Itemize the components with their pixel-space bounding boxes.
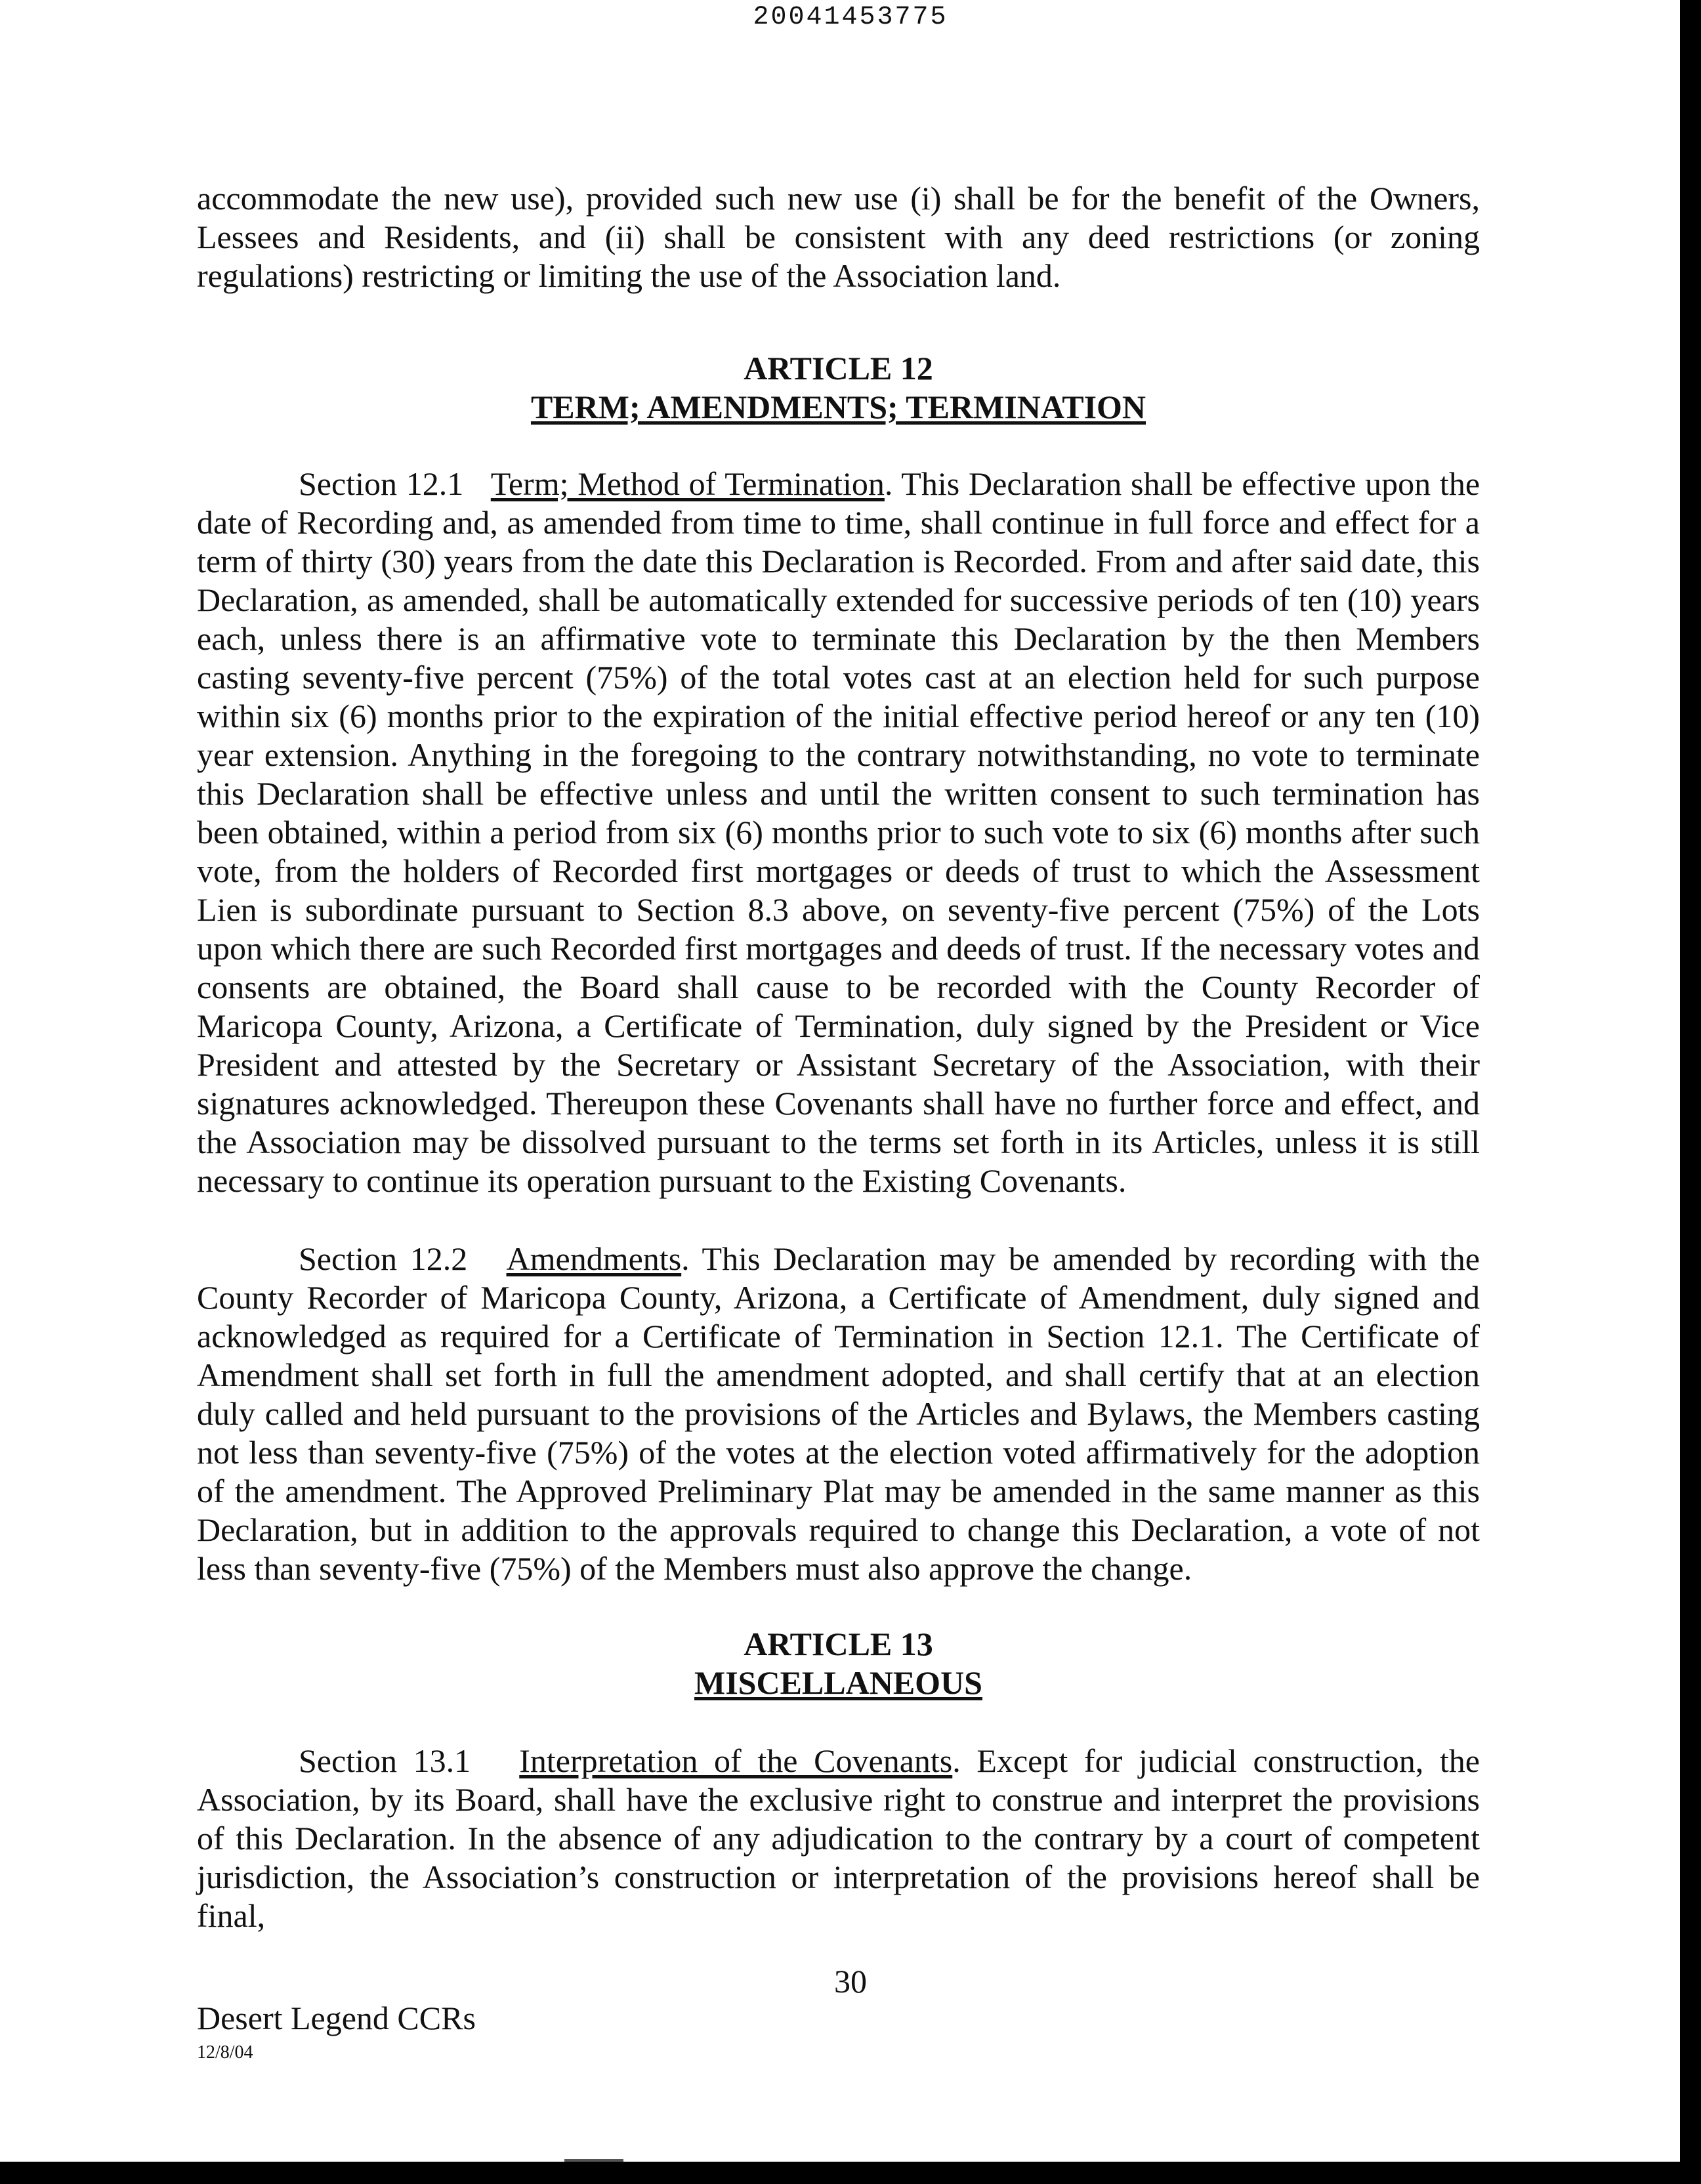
section-12-2 xyxy=(197,1240,1480,1588)
section-12-2-title: Amendments xyxy=(506,1240,682,1277)
section-12-1 xyxy=(197,465,1480,1200)
section-12-1-text: . This Declaration shall be effective upon the date of Recording and, as amended from time to time, shall continue in full force and effect for a term of thirty (30) years from the date this Declaration is Recorded. From and after said date, this Declaration, as amended, shall be automatically extended for successive periods of ten (10) years each, unless there is an affirmative vote to terminate this Declaration by the then Members casting seventy-five percent (75%) of the total votes cast at an election held for such purpose within six (6) months prior to the expiration of the initial effective period hereof or any ten (10) year extension. Anything in the foregoing to the contrary notwithstanding, no vote to terminate this Declaration shall be effective unless and until the written consent to such termination has been obtained, within a period from six (6) months prior to such vote to six (6) months after such vote, from the holders of Recorded first mortgages or deeds of trust to which the Assessment Lien is subordinate pursuant to Section 8.3 above, on seventy-five percent (75%) of the Lots upon which there are such Recorded first mortgages and deeds of trust. If the necessary votes and consents are obtained, the Board shall cause to be recorded with the County Recorder of Maricopa County, Arizona, a Certificate of Termination, duly signed by the President or Vice President and attested by the Secretary or Assistant Secretary of the Association, with their signatures acknowledged. Thereupon these Covenants shall have no further force and effect, and the Association may be dissolved pursuant to the terms set forth in its Articles, unless it is still necessary to continue its operation pursuant to the Existing Covenants. xyxy=(197,465,1480,1199)
section-13-1-title: Interpretation of the Covenants xyxy=(519,1742,953,1779)
document-number: 20041453775 xyxy=(753,3,948,32)
section-13-1 xyxy=(197,1742,1480,1935)
article-13-number: ARTICLE 13 xyxy=(744,1626,933,1662)
footer-document-title: Desert Legend CCRs xyxy=(197,2000,476,2036)
section-12-1-title: Term; Method of Termination xyxy=(490,465,885,502)
article-13-title: MISCELLANEOUS xyxy=(694,1664,982,1701)
article-12-number: ARTICLE 12 xyxy=(744,350,933,387)
footer-date: 12/8/04 xyxy=(197,2042,253,2063)
page-number: 30 xyxy=(834,1963,867,2000)
scan-border-bottom xyxy=(0,2162,1701,2184)
article-12-heading xyxy=(197,349,1480,427)
article-13-heading xyxy=(197,1625,1480,1702)
scan-artifact xyxy=(564,2159,623,2162)
article-12-title: TERM; AMENDMENTS; TERMINATION xyxy=(530,388,1146,425)
section-12-2-text: . This Declaration may be amended by recording with the County Recorder of Maricopa County, Arizona, a Certificate of Amendment, duly signed and acknowledged as required for a Certificate of Termination in Section 12.1. The Certificate of Amendment shall set forth in full the amendment adopted, and shall certify that at an election duly called and held pursuant to the provisions of the Articles and Bylaws, the Members casting not less than seventy-five (75%) of the votes at the election voted affirmatively for the adoption of the amendment. The Approved Preliminary Plat may be amended in the same manner as this Declaration, but in addition to the approvals required to change this Declaration, a vote of not less than seventy-five (75%) of the Members must also approve the change. xyxy=(197,1240,1480,1587)
section-13-1-text: . Except for judicial construction, the Association, by its Board, shall have the exclusive right to construe and interpret the provisions of this Declaration. In the absence of any adjudication to the contrary by a court of competent jurisdiction, the Association’s construction or interpretation of the provisions hereof shall be final, xyxy=(197,1742,1480,1934)
scan-border-right xyxy=(1680,0,1701,2184)
section-13-1-number: Section 13.1 xyxy=(299,1742,471,1779)
section-12-2-number: Section 12.2 xyxy=(299,1240,468,1277)
section-12-1-number: Section 12.1 xyxy=(299,465,464,502)
intro-paragraph: accommodate the new use), provided such new use (i) shall be for the benefit of the Owners, Lessees and Residents, and (ii) shall be consistent with any deed restrictions (or zoning regulations) restricting or limiting the use of the Association land. xyxy=(197,180,1480,294)
